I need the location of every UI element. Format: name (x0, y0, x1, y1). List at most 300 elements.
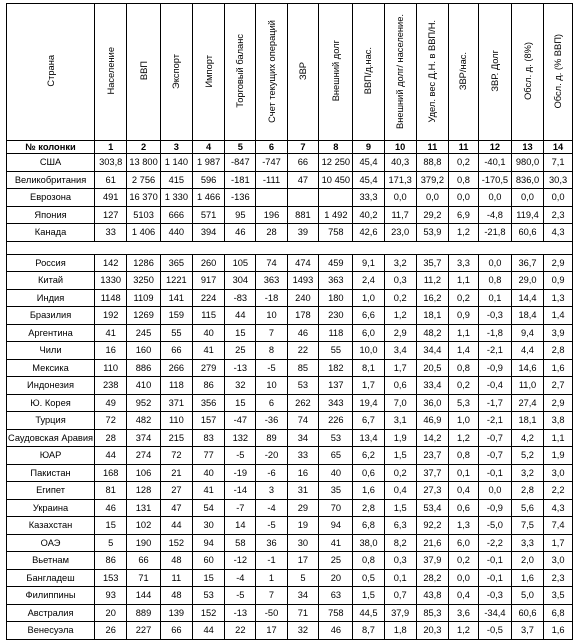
table-cell: 92,2 (416, 517, 448, 535)
table-cell: -0,7 (478, 429, 511, 447)
row-label-cell: Ю. Корея (7, 394, 95, 412)
table-cell: 1148 (95, 289, 127, 307)
table-cell: 53 (287, 377, 319, 395)
column-header-label: Внешний долг (330, 40, 341, 102)
table-cell: 3,0 (544, 552, 573, 570)
table-cell: 16 (95, 342, 127, 360)
row-label-cell: Великобритания (7, 171, 95, 189)
table-cell: 14,2 (416, 429, 448, 447)
table-cell: -21,8 (478, 224, 511, 242)
table-cell: 304 (225, 272, 256, 290)
table-cell: 0,2 (449, 377, 479, 395)
table-cell: 7,1 (544, 154, 573, 172)
table-cell: 1,7 (384, 359, 416, 377)
table-cell: 2,3 (544, 206, 573, 224)
table-cell: 74 (287, 412, 319, 430)
table-cell: 6,6 (353, 307, 384, 325)
row-label-cell: Еврозона (7, 189, 95, 207)
table-row (7, 324, 573, 342)
table-cell: 1,6 (544, 622, 573, 640)
table-cell: 363 (256, 272, 287, 290)
table-cell: 33,3 (353, 189, 384, 207)
table-cell: 168 (95, 464, 127, 482)
table-cell: 41 (192, 342, 224, 360)
table-cell: 35,7 (416, 254, 448, 272)
table-cell: 371 (160, 394, 192, 412)
table-cell: 22 (225, 622, 256, 640)
row-label-cell: Китай (7, 272, 95, 290)
table-cell: 1 466 (192, 189, 224, 207)
table-cell: 980,0 (511, 154, 543, 172)
row-label-cell: ОАЭ (7, 534, 95, 552)
column-header-label: Население (105, 47, 116, 95)
table-cell: 1,0 (449, 412, 479, 430)
table-cell: 3,1 (384, 412, 416, 430)
table-cell: 238 (95, 377, 127, 395)
table-cell: -0,5 (478, 622, 511, 640)
table-cell: 141 (160, 289, 192, 307)
table-cell: 18,1 (416, 307, 448, 325)
column-header-label: Удел. вес Д.Н. в ВВП/Н. (427, 19, 438, 123)
table-cell: 95 (225, 206, 256, 224)
row-label-cell: Турция (7, 412, 95, 430)
table-cell: 5,3 (449, 394, 479, 412)
table-cell: 1 140 (160, 154, 192, 172)
table-cell: 66 (127, 552, 160, 570)
table-cell: 110 (95, 359, 127, 377)
column-header (225, 4, 256, 141)
table-cell: 5 (287, 569, 319, 587)
table-cell: 1,9 (544, 447, 573, 465)
table-cell: -111 (256, 171, 287, 189)
table-cell: -5 (256, 359, 287, 377)
table-cell: -5 (225, 587, 256, 605)
table-cell: 152 (160, 534, 192, 552)
country-statistics-table (6, 3, 573, 640)
separator-cell (7, 241, 573, 254)
table-cell: 7,0 (384, 394, 416, 412)
table-row (7, 307, 573, 325)
table-cell: 0,2 (449, 552, 479, 570)
table-cell: 6,8 (353, 517, 384, 535)
table-cell: 26 (95, 622, 127, 640)
table-cell: 37,9 (416, 552, 448, 570)
table-cell: 10,0 (353, 342, 384, 360)
table-cell: 889 (127, 604, 160, 622)
table-cell: -170,5 (478, 171, 511, 189)
table-cell: 105 (225, 254, 256, 272)
table-cell: -34,4 (478, 604, 511, 622)
table-cell: 27,3 (416, 482, 448, 500)
table-cell: 279 (192, 359, 224, 377)
table-cell: 102 (127, 517, 160, 535)
table-cell: 9,4 (511, 324, 543, 342)
table-row (7, 447, 573, 465)
table-cell: 7 (256, 587, 287, 605)
table-cell: 2,8 (544, 342, 573, 360)
table-cell: 3,8 (544, 412, 573, 430)
column-header-label: Счет текущих операций (266, 19, 277, 123)
table-cell: 46,9 (416, 412, 448, 430)
table-cell: 74 (256, 254, 287, 272)
table-cell: 178 (287, 307, 319, 325)
table-cell: 46 (319, 622, 353, 640)
table-cell: 5,0 (511, 587, 543, 605)
table-row (7, 154, 573, 172)
table-row (7, 206, 573, 224)
table-cell: 17 (287, 552, 319, 570)
table-cell: 25 (225, 342, 256, 360)
column-header-label: ЗВР/нас. (458, 51, 469, 91)
table-cell: -0,1 (478, 552, 511, 570)
table-cell: 11,0 (511, 377, 543, 395)
table-cell: 61 (95, 171, 127, 189)
table-cell: 356 (192, 394, 224, 412)
table-row (7, 429, 573, 447)
table-cell: 343 (319, 394, 353, 412)
table-cell: 7,5 (511, 517, 543, 535)
table-cell: 410 (127, 377, 160, 395)
table-cell: -0,7 (478, 447, 511, 465)
table-cell: 142 (95, 254, 127, 272)
table-cell: 2,0 (511, 552, 543, 570)
row-label-cell: Пакистан (7, 464, 95, 482)
table-cell: 14,4 (511, 289, 543, 307)
table-row (7, 224, 573, 242)
table-cell: 1,3 (544, 289, 573, 307)
table-cell: 394 (192, 224, 224, 242)
row-label-cell: № колонки (7, 141, 95, 154)
table-cell: 30 (192, 517, 224, 535)
table-cell: 482 (127, 412, 160, 430)
row-label-cell: Бангладеш (7, 569, 95, 587)
table-cell: 6,3 (384, 517, 416, 535)
table-cell: 266 (160, 359, 192, 377)
table-cell: 4,3 (544, 499, 573, 517)
table-cell: 6,9 (449, 206, 479, 224)
table-cell: 46 (287, 324, 319, 342)
table-cell: 9 (353, 141, 384, 154)
column-header-label: Экспорт (171, 53, 182, 89)
table-cell: 44 (160, 517, 192, 535)
table-cell: 6 (256, 394, 287, 412)
table-cell: 32 (287, 622, 319, 640)
table-cell: 40 (192, 324, 224, 342)
table-cell: 1330 (95, 272, 127, 290)
table-cell: 86 (95, 552, 127, 570)
table-cell: -5,0 (478, 517, 511, 535)
table-cell: -2,1 (478, 342, 511, 360)
table-cell: 0,2 (449, 289, 479, 307)
table-cell: 81 (95, 482, 127, 500)
table-cell (319, 189, 353, 207)
table-cell: 10 (256, 307, 287, 325)
table-cell: 363 (319, 272, 353, 290)
column-header (449, 4, 479, 141)
column-header-label: Импорт (203, 54, 214, 88)
table-cell: 28 (256, 224, 287, 242)
table-cell: 0,0 (384, 189, 416, 207)
table-cell: 94 (319, 517, 353, 535)
table-cell: 11,2 (416, 272, 448, 290)
table-cell: 48 (160, 587, 192, 605)
table-cell: 0,0 (449, 569, 479, 587)
table-cell: 16 370 (127, 189, 160, 207)
table-cell: 44 (95, 447, 127, 465)
table-cell: -0,9 (478, 359, 511, 377)
table-cell: 45,4 (353, 154, 384, 172)
row-label-cell: Япония (7, 206, 95, 224)
row-label-cell: Канада (7, 224, 95, 242)
table-cell: 4 (192, 141, 224, 154)
table-cell: 43,8 (416, 587, 448, 605)
table-cell: 1269 (127, 307, 160, 325)
table-cell: 47 (287, 171, 319, 189)
table-cell: 83 (192, 429, 224, 447)
table-cell: -1,8 (478, 324, 511, 342)
table-cell: 1,5 (353, 587, 384, 605)
header-row (7, 4, 573, 141)
table-cell: 2,9 (384, 324, 416, 342)
table-cell: 40,2 (353, 206, 384, 224)
table-cell: 182 (319, 359, 353, 377)
row-label-cell: Филиппины (7, 587, 95, 605)
table-cell: 0,4 (449, 482, 479, 500)
column-header-label: ЗВР. Долг (489, 50, 500, 92)
table-cell: 3250 (127, 272, 160, 290)
table-cell: 0,6 (384, 377, 416, 395)
table-cell: 10 450 (319, 171, 353, 189)
table-cell: 41 (319, 534, 353, 552)
table-cell: 13 (511, 141, 543, 154)
table-cell: -12 (225, 552, 256, 570)
table-cell: 23,0 (384, 224, 416, 242)
table-row (7, 499, 573, 517)
table-cell: 66 (287, 154, 319, 172)
table-row (7, 604, 573, 622)
table-row (7, 464, 573, 482)
table-cell: -83 (225, 289, 256, 307)
table-cell: 77 (192, 447, 224, 465)
table-cell: -4 (256, 499, 287, 517)
table-cell: 1286 (127, 254, 160, 272)
table-cell: 46 (95, 499, 127, 517)
table-cell: 34 (287, 587, 319, 605)
table-cell: -6 (256, 464, 287, 482)
table-cell: 6,7 (353, 412, 384, 430)
column-header-label: Внешний долг/ население. (395, 13, 406, 129)
table-cell: 0,8 (478, 272, 511, 290)
table-row (7, 171, 573, 189)
table-cell: 9,1 (353, 254, 384, 272)
table-cell: 1,5 (384, 499, 416, 517)
table-cell: 8,2 (384, 534, 416, 552)
table-cell: 86 (192, 377, 224, 395)
table-cell: 23,7 (416, 447, 448, 465)
table-cell: 196 (256, 206, 287, 224)
table-cell: 39 (287, 224, 319, 242)
table-cell: 159 (160, 307, 192, 325)
table-cell: 190 (127, 534, 160, 552)
table-cell: 881 (287, 206, 319, 224)
table-row (7, 272, 573, 290)
table-cell: 1,1 (449, 272, 479, 290)
table-cell: 3,9 (544, 324, 573, 342)
table-cell: 3,4 (384, 342, 416, 360)
table-cell: -0,3 (478, 587, 511, 605)
table-cell: 31 (287, 482, 319, 500)
table-cell: 38,0 (353, 534, 384, 552)
table-cell: 1109 (127, 289, 160, 307)
column-header (256, 4, 287, 141)
table-cell: 137 (319, 377, 353, 395)
table-cell: 60,6 (511, 224, 543, 242)
table-cell: -47 (225, 412, 256, 430)
table-cell: 25 (319, 552, 353, 570)
table-cell: 1,2 (384, 307, 416, 325)
table-cell: 13 800 (127, 154, 160, 172)
table-cell: 7 (256, 324, 287, 342)
table-row (7, 254, 573, 272)
table-cell: 2,4 (353, 272, 384, 290)
column-header-label: Обсл. д. (8%) (522, 42, 533, 100)
table-cell: 0,1 (449, 464, 479, 482)
table-cell: 14,6 (511, 359, 543, 377)
table-cell: -0,1 (478, 569, 511, 587)
table-cell: 21,6 (416, 534, 448, 552)
table-cell: 71 (287, 604, 319, 622)
table-cell: 63 (319, 587, 353, 605)
table-cell: 22 (287, 342, 319, 360)
table-cell: 152 (192, 604, 224, 622)
column-header-label: ВВП/д.нас. (363, 47, 374, 95)
table-cell: 2,9 (544, 394, 573, 412)
table-cell: 4,4 (511, 342, 543, 360)
table-cell: 36,0 (416, 394, 448, 412)
table-cell: 42,6 (353, 224, 384, 242)
table-cell: -7 (225, 499, 256, 517)
table-row (7, 569, 573, 587)
table-cell: 19 (287, 517, 319, 535)
table-cell: 303,8 (95, 154, 127, 172)
table-cell: 36 (256, 534, 287, 552)
table-cell: 53,9 (416, 224, 448, 242)
column-header-label: ЗВР (297, 61, 308, 81)
table-cell: -5 (256, 517, 287, 535)
table-cell: 20,3 (416, 622, 448, 640)
table-cell: 144 (127, 587, 160, 605)
table-cell: -40,1 (478, 154, 511, 172)
table-cell: 48,2 (416, 324, 448, 342)
table-cell: 37,7 (416, 464, 448, 482)
table-cell: 27 (160, 482, 192, 500)
table-cell: 0,0 (511, 189, 543, 207)
table-cell: 15 (225, 394, 256, 412)
table-cell: 60 (192, 552, 224, 570)
table-row (7, 482, 573, 500)
table-cell: -2,1 (478, 412, 511, 430)
table-cell: 1 (95, 141, 127, 154)
table-cell: 45,4 (353, 171, 384, 189)
table-cell: 0,0 (544, 189, 573, 207)
row-label-cell: ЮАР (7, 447, 95, 465)
table-cell: 41 (192, 482, 224, 500)
table-cell: 171,3 (384, 171, 416, 189)
table-cell: 160 (127, 342, 160, 360)
table-cell: 379,2 (416, 171, 448, 189)
table-cell: 18,4 (511, 307, 543, 325)
table-cell: 28 (95, 429, 127, 447)
table-cell: 89 (256, 429, 287, 447)
group-separator-row (7, 241, 573, 254)
column-header (319, 4, 353, 141)
table-cell: 153 (95, 569, 127, 587)
table-cell: 0,8 (449, 447, 479, 465)
table-cell: 36,7 (511, 254, 543, 272)
table-cell: 0,4 (449, 587, 479, 605)
table-cell: 16,2 (416, 289, 448, 307)
table-cell: 1,1 (449, 324, 479, 342)
table-cell: 14 (225, 517, 256, 535)
table-cell: 0,3 (384, 272, 416, 290)
table-cell: 180 (319, 289, 353, 307)
table-cell: -847 (225, 154, 256, 172)
row-label-cell: Саудовская Аравия (7, 429, 95, 447)
table-cell: 224 (192, 289, 224, 307)
table-cell: 18,1 (511, 412, 543, 430)
table-cell: 1 987 (192, 154, 224, 172)
table-cell: 0,6 (353, 464, 384, 482)
table-cell: 262 (287, 394, 319, 412)
table-cell: 40 (319, 464, 353, 482)
table-cell: -1,7 (478, 394, 511, 412)
table-cell: 20,5 (416, 359, 448, 377)
table-cell: 58 (225, 534, 256, 552)
table-cell: 952 (127, 394, 160, 412)
table-cell: -5 (225, 447, 256, 465)
table-cell: 20 (95, 604, 127, 622)
table-cell: 55 (160, 324, 192, 342)
table-cell: 886 (127, 359, 160, 377)
table-cell (256, 189, 287, 207)
table-cell: 72 (95, 412, 127, 430)
table-cell: 1 406 (127, 224, 160, 242)
table-cell: 0,5 (353, 569, 384, 587)
table-cell: 1,1 (544, 429, 573, 447)
table-cell: 127 (95, 206, 127, 224)
table-cell: 21 (160, 464, 192, 482)
row-label-cell: Венесуэла (7, 622, 95, 640)
column-header (478, 4, 511, 141)
table-cell: 274 (127, 447, 160, 465)
table-cell: 3,3 (511, 534, 543, 552)
table-cell: 6,2 (353, 447, 384, 465)
table-cell: 30 (287, 534, 319, 552)
column-header-label: ВВП (138, 61, 149, 81)
table-cell: 157 (192, 412, 224, 430)
table-cell: -136 (225, 189, 256, 207)
table-cell: -14 (225, 482, 256, 500)
table-cell: 836,0 (511, 171, 543, 189)
table-cell: 17 (256, 622, 287, 640)
row-label-cell: Вьетнам (7, 552, 95, 570)
table-cell: 5103 (127, 206, 160, 224)
table-cell: 20 (319, 569, 353, 587)
table-cell: -0,1 (478, 464, 511, 482)
table-cell: 2 756 (127, 171, 160, 189)
row-label-cell: Чили (7, 342, 95, 360)
table-cell: 46 (225, 224, 256, 242)
